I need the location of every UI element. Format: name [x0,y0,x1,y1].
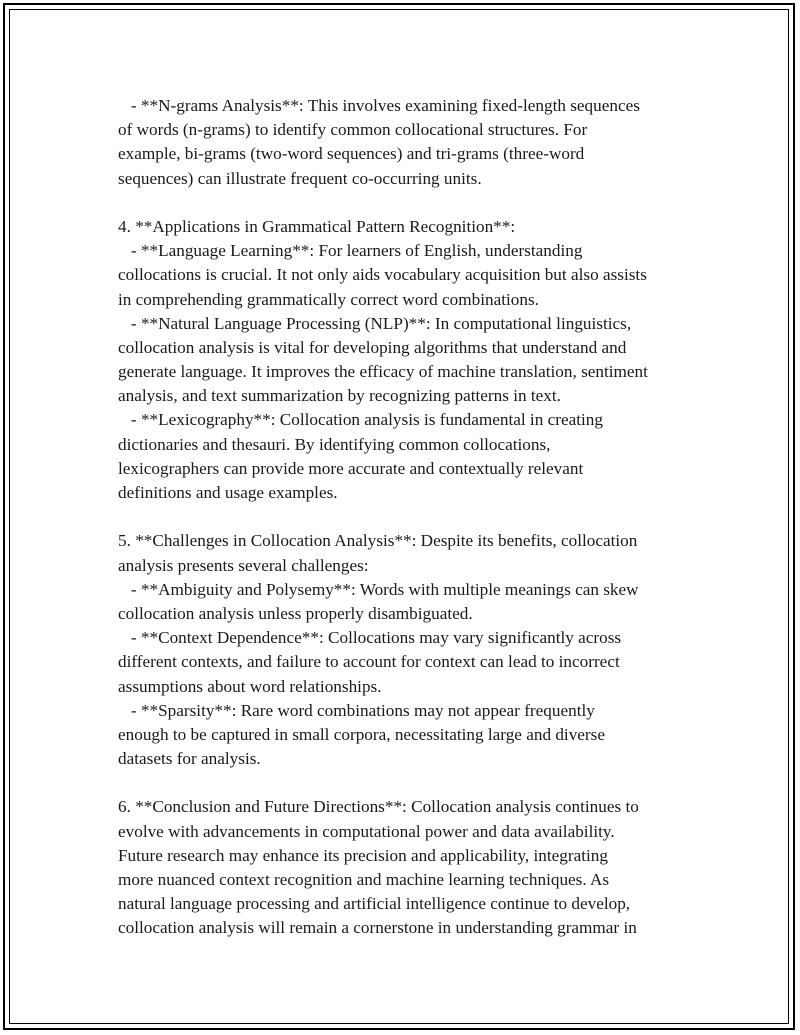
paragraph-spacer [118,505,693,529]
text-line: of words (n-grams) to identify common collocational structures. For [118,120,588,140]
section-heading-line: 5. **Challenges in Collocation Analysis**: Despite its benefits, collocation [118,531,638,551]
text-line: dictionaries and thesauri. By identifying common collocations, [118,434,551,454]
text-line: - **Ambiguity and Polysemy**: Words with multiple meanings can skew [118,579,639,599]
text-line: analysis presents several challenges: [118,555,369,575]
document-body [118,94,693,941]
paragraph-conclusion [118,795,693,940]
text-line: datasets for analysis. [118,749,261,769]
text-line: collocation analysis will remain a cornerstone in understanding grammar in [118,918,637,938]
text-line: in comprehending grammatically correct word combinations. [118,289,539,309]
paragraph-spacer [118,771,693,795]
paragraph-challenges [118,529,693,771]
text-line: assumptions about word relationships. [118,676,382,696]
text-line: generate language. It improves the efficacy of machine translation, sentiment [118,362,648,382]
text-line: collocations is crucial. It not only aids vocabulary acquisition but also assists [118,265,647,285]
paragraph-ngrams [118,94,693,191]
text-line: collocation analysis unless properly disambiguated. [118,603,473,623]
text-line: natural language processing and artificial intelligence continue to develop, [118,894,631,914]
text-line: Future research may enhance its precision and applicability, integrating [118,845,608,865]
text-line: definitions and usage examples. [118,483,338,502]
text-line: lexicographers can provide more accurate and contextually relevant [118,458,584,478]
section-heading-line: 4. **Applications in Grammatical Pattern Recognition**: [118,216,516,236]
text-line: enough to be captured in small corpora, necessitating large and diverse [118,724,605,744]
text-line: more nuanced context recognition and machine learning techniques. As [118,870,610,889]
text-line: - **Lexicography**: Collocation analysis is fundamental in creating [118,410,603,430]
text-line: analysis, and text summarization by recognizing patterns in text. [118,386,561,406]
paragraph-applications [118,215,693,505]
text-line: example, bi-grams (two-word sequences) and tri-grams (three-word [118,144,585,164]
section-heading-line: 6. **Conclusion and Future Directions**: Collocation analysis continues to [118,797,639,817]
text-line: different contexts, and failure to account for context can lead to incorrect [118,652,620,672]
text-line: - **Language Learning**: For learners of English, understanding [118,241,583,261]
paragraph-spacer [118,191,693,215]
text-line: - **Sparsity**: Rare word combinations may not appear frequently [118,700,595,720]
text-line: evolve with advancements in computational power and data availability. [118,821,615,841]
text-line: sequences) can illustrate frequent co-occurring units. [118,168,482,188]
text-line: - **Natural Language Processing (NLP)**: In computational linguistics, [118,313,632,333]
text-line: - **Context Dependence**: Collocations may vary significantly across [118,628,622,648]
text-line: - **N-grams Analysis**: This involves examining fixed-length sequences [118,96,640,115]
text-line: collocation analysis is vital for developing algorithms that understand and [118,337,627,357]
